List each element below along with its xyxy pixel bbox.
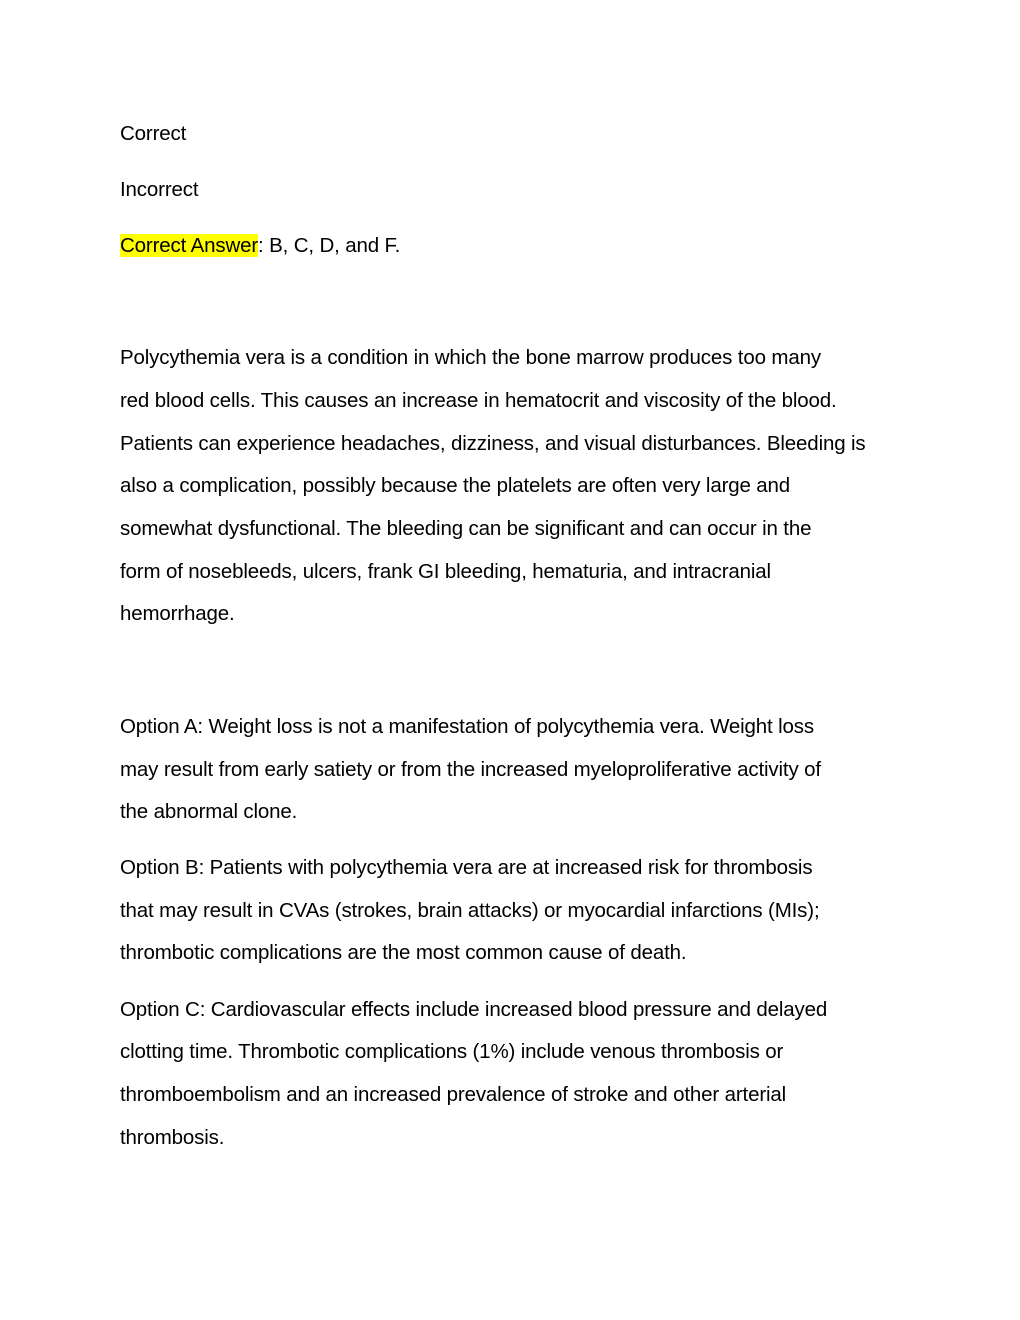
explanation-line: also a complication, possibly because the platelets are often very large and [120,474,791,497]
explanation-line: red blood cells. This causes an increase in hematocrit and viscosity of the blood. [120,389,837,412]
option-line: Option A: Weight loss is not a manifestation of polycythemia vera. Weight loss [120,715,814,738]
option-line: thrombosis. [120,1126,225,1149]
explanation-line: Patients can experience headaches, dizziness, and visual disturbances. Bleeding is [120,432,866,455]
option-line: thrombotic complications are the most common cause of death. [120,941,687,964]
incorrect-label: Incorrect [120,178,199,201]
explanation-line: form of nosebleeds, ulcers, frank GI bleeding, hematuria, and intracranial [120,560,771,583]
option-line: thromboembolism and an increased prevalence of stroke and other arterial [120,1083,787,1106]
explanation-line: hemorrhage. [120,602,235,625]
correct-label: Correct [120,122,187,145]
option-line: may result from early satiety or from the increased myeloproliferative activity of [120,758,821,781]
option-line: the abnormal clone. [120,800,298,823]
option-line: Option C: Cardiovascular effects include increased blood pressure and delayed [120,998,828,1021]
correct-answer-value: : B, C, D, and F. [258,234,401,257]
option-line: Option B: Patients with polycythemia vera are at increased risk for thrombosis [120,856,813,879]
explanation-line: Polycythemia vera is a condition in which the bone marrow produces too many [120,346,821,369]
correct-answer-label: Correct Answer [120,234,259,257]
correct-answer-line [120,233,400,259]
explanation-line: somewhat dysfunctional. The bleeding can be significant and can occur in the [120,517,812,540]
option-line: clotting time. Thrombotic complications (1%) include venous thrombosis or [120,1040,784,1063]
option-line: that may result in CVAs (strokes, brain attacks) or myocardial infarctions (MIs); [120,899,820,922]
